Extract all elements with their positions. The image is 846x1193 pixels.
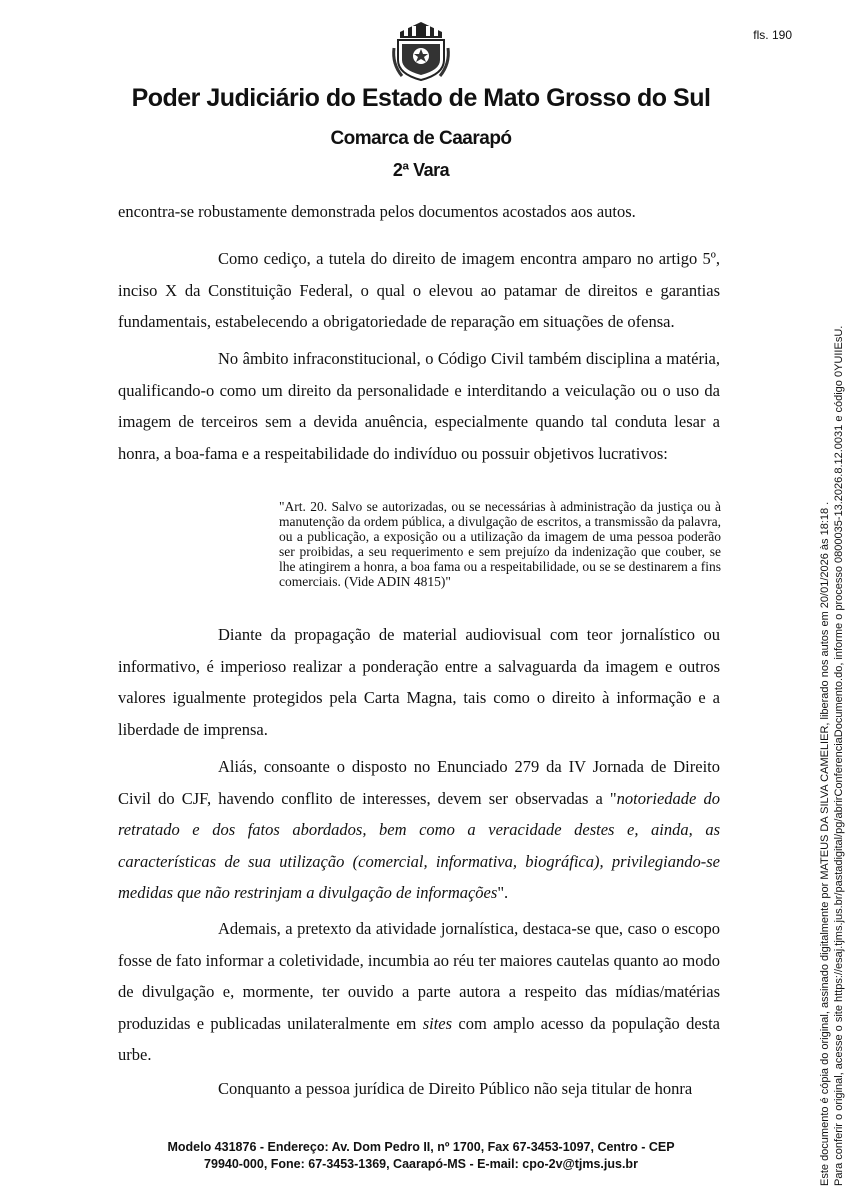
- signature-line-1: Este documento é cópia do original, assinado digitalmente por MATEUS DA SILVA CAMELIER, liberado nos autos em 20/01/2026 às 18:18 .: [819, 501, 831, 1186]
- enunciado-text-after: ".: [497, 883, 509, 902]
- state-coat-of-arms: [392, 18, 450, 82]
- footer-line-2: 79940-000, Fone: 67-3453-1369, Caarapó-MS - E-mail: cpo-2v@tjms.jus.br: [204, 1157, 638, 1171]
- footer-line-1: Modelo 431876 - Endereço: Av. Dom Pedro II, nº 1700, Fax 67-3453-1097, Centro - CEP: [167, 1140, 675, 1154]
- court-division: 2ª Vara: [392, 160, 450, 180]
- paragraph-civil-code: No âmbito infraconstitucional, o Código Civil também disciplina a matéria, qualificando-o como um direito da personalidade e interditando a veiculação ou o uso da imagem de terceiros sem a devida anuência, especialmente quando tal conduta lesar a honra, a boa-fama e a respeitabilidade do indivíduo ou possuir objetivos lucrativos:: [118, 349, 720, 463]
- digital-signature-note: [819, 196, 846, 1186]
- enunciado-text-before: Aliás, consoante o disposto no Enunciado 279 da IV Jornada de Direito Civil do CJF, havendo conflito de interesses, devem ser observadas a ": [118, 757, 720, 808]
- court-name: Poder Judiciário do Estado de Mato Grosso do Sul: [131, 84, 711, 112]
- paragraph-enunciado-279: [118, 751, 720, 909]
- enunciado-italic-citation: notoriedade do retratado e dos fatos abordados, bem como a veracidade destes e, ainda, as características de sua utilização (comercial, informativa, biográfica), privilegiando-se medidas que não restrinjam a divulgação de informações: [118, 788, 720, 902]
- page-number: fls. 190: [753, 28, 792, 42]
- footer-address: [0, 1139, 842, 1173]
- paragraph-propagation: Diante da propagação de material audiovisual com teor jornalístico ou informativo, é imperioso realizar a ponderação entre a salvaguarda da imagem e outros valores igualmente protegidos pela Carta Magna, tais como o direito à informação e a liberdade de imprensa.: [118, 625, 720, 739]
- ademais-italic-word: sites: [422, 1013, 453, 1033]
- paragraph-constitution: Como cediço, a tutela do direito de imagem encontra amparo no artigo 5º, inciso X da Constituição Federal, o qual o elevou ao patamar de direitos e garantias fundamentais, estabelecendo a obrigatoriedade de reparação em situações de ofensa.: [118, 249, 720, 331]
- ademais-text-after: com amplo acesso da população desta urbe.: [118, 1013, 721, 1064]
- legal-quote-art-20: "Art. 20. Salvo se autorizadas, ou se necessárias à administração da justiça ou à manutenção da ordem pública, a divulgação de escritos, a transmissão da palavra, ou a publicação, a exposição ou a utilização da imagem de uma pessoa poderão ser proibidas, a seu requerimento e sem prejuízo da indenização que couber, se lhe atingirem a honra, a boa fama ou a respeitabilidade, ou se se destinarem a fins comerciais. (Vide ADIN 4815)": [279, 499, 721, 589]
- paragraph-continuation: encontra-se robustamente demonstrada pelos documentos acostados aos autos.: [118, 202, 636, 221]
- paragraph-last: Conquanto a pessoa jurídica de Direito Público não seja titular de honra: [218, 1079, 693, 1098]
- paragraph-ademais: [118, 913, 720, 1071]
- verification-line-2: Para conferir o original, acesse o site https://esaj.tjms.jus.br/pastadigital/pg/abrirConferenciaDocumento.do, informe o processo 0800035-13.2026.8.12.0031 e código 0YUIIEsU.: [832, 325, 845, 1186]
- ademais-text-before: Ademais, a pretexto da atividade jornalística, destaca-se que, caso o escopo fosse de fato informar a coletividade, incumbia ao réu ter maiores cautelas quanto ao modo de divulgação e, mormente, ter ouvido a parte autora a respeito das mídias/matérias produzidas e publicadas unilateralmente em: [118, 919, 720, 1033]
- district-name: Comarca de Caarapó: [330, 128, 512, 149]
